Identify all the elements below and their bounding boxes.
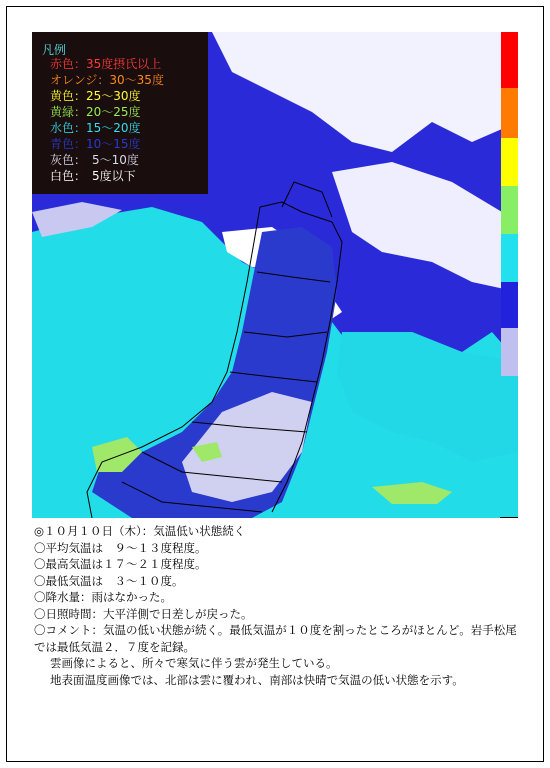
colorbar-orange — [501, 88, 518, 138]
notes-sun: 〇日照時間：大平洋側で日差しが戻った。 — [34, 606, 253, 621]
legend-item-white: 白色： 5度以下 — [50, 169, 136, 183]
colorbar-baseline — [500, 517, 518, 518]
colorbar-blue — [501, 282, 518, 328]
legend-item-orange: オレンジ：30〜35度 — [50, 73, 164, 87]
legend-title: 凡例 — [42, 43, 67, 57]
notes-min: 〇最低気温は ３〜１０度。 — [34, 573, 184, 588]
notes-comment: 〇コメント：気温の低い状態が続く。最低気温が１０度を割ったところがほとんど。岩手松尾では最低気温２．７度を記録。 — [34, 623, 517, 654]
notes-title: ◎１０月１０日（木）：気温低い状態続く — [34, 524, 246, 538]
legend-item-red: 赤色：35度摂氏以上 — [50, 57, 162, 71]
colorbar — [501, 32, 518, 376]
colorbar-yellowgreen — [501, 186, 518, 234]
notes-surface: 地表面温度画像では、北部は雲に覆われ、南部は快晴で気温の低い状態を示す。 — [50, 672, 464, 687]
colorbar-lightblue — [501, 234, 518, 282]
notes — [34, 523, 524, 688]
legend-item-yellowgreen: 黄緑：20〜25度 — [50, 105, 141, 119]
notes-cloud: 雲画像によると、所々で寒気に伴う雲が発生している。 — [50, 656, 338, 670]
legend-item-blue: 青色：10〜15度 — [50, 137, 141, 151]
notes-rain: 〇降水量：雨はなかった。 — [34, 590, 172, 604]
notes-max: 〇最高気温は１７〜２１度程度。 — [34, 557, 207, 571]
colorbar-gray — [501, 328, 518, 376]
notes-mean: 〇平均気温は ９〜１３度程度。 — [34, 540, 207, 555]
legend-item-yellow: 黄色：25〜30度 — [50, 89, 141, 103]
legend-box — [32, 32, 208, 194]
legend-item-lightblue: 水色：15〜20度 — [50, 121, 141, 135]
colorbar-yellow — [501, 138, 518, 186]
legend-item-gray: 灰色： 5〜10度 — [50, 153, 139, 167]
colorbar-red — [501, 32, 518, 88]
